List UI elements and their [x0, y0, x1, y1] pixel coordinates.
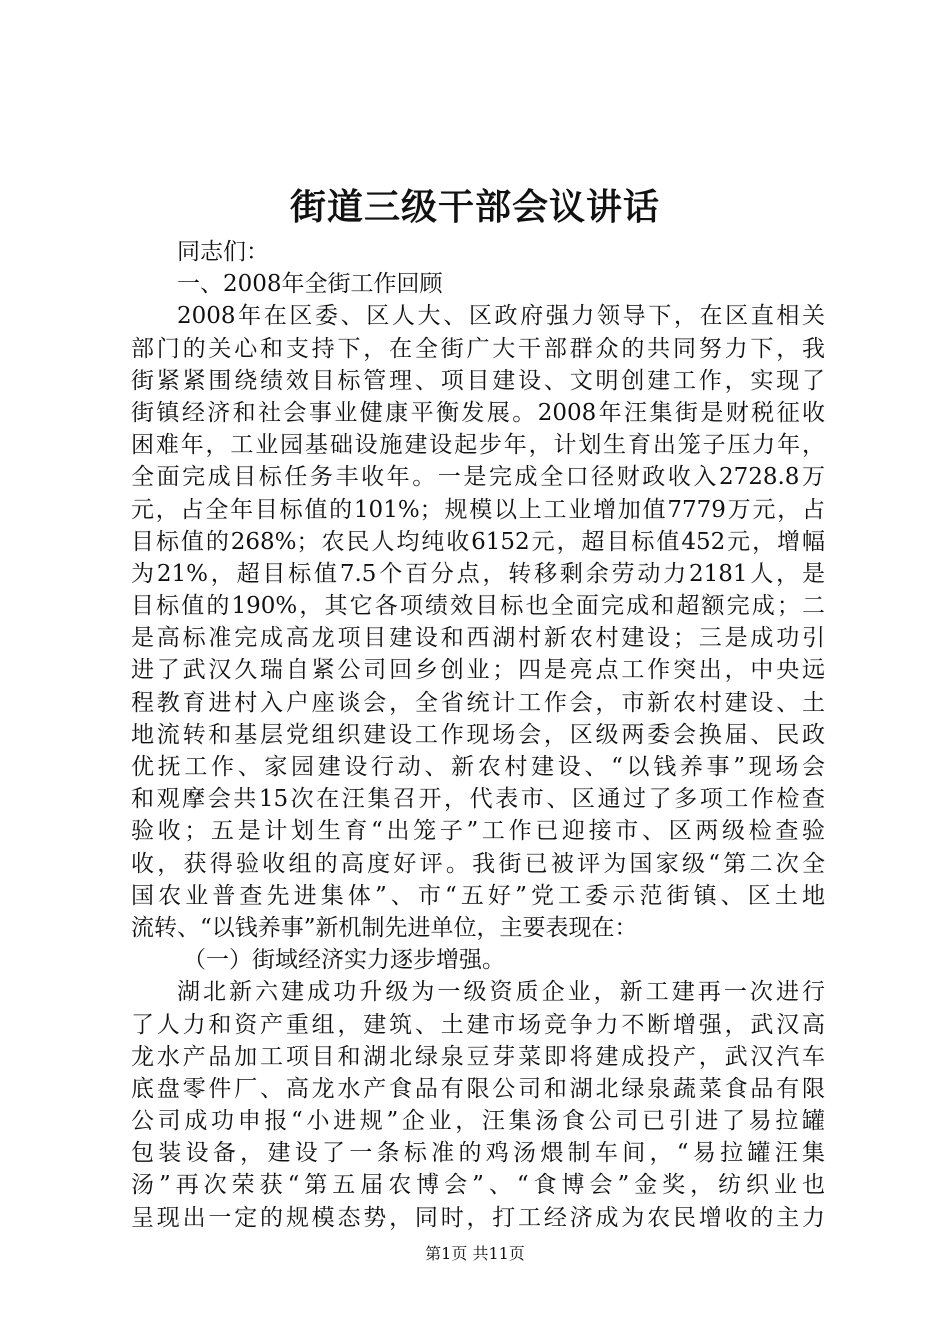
text-line: 是高标准完成高龙项目建设和西湖村新农村建设；三是成功引 — [131, 625, 825, 652]
text-line: 进了武汉久瑞自紧公司回乡创业；四是亮点工作突出，中央远 — [131, 657, 825, 684]
text-line: 包装设备，建设了一条标准的鸡汤煨制车间，“易拉罐汪集 — [131, 1140, 825, 1167]
text-line: 底盘零件厂、高龙水产食品有限公司和湖北绿泉蔬菜食品有限 — [131, 1075, 825, 1102]
text-line: 目标值的268%；农民人均纯收6152元，超目标值452元，增幅 — [131, 528, 825, 555]
text-line: 公司成功申报“小进规”企业，汪集汤食公司已引进了易拉罐 — [131, 1108, 825, 1135]
text-line: 湖北新六建成功升级为一级资质企业，新工建再一次进行 — [177, 979, 825, 1006]
text-line: 程教育进村入户座谈会，全省统计工作会，市新农村建设、土 — [131, 689, 825, 716]
text-line: 地流转和基层党组织建设工作现场会，区级两委会换届、民政 — [131, 721, 825, 748]
text-line: 龙水产品加工项目和湖北绿泉豆芽菜即将建成投产，武汉汽车 — [131, 1043, 825, 1070]
text-line: 全面完成目标任务丰收年。一是完成全口径财政收入2728.8万 — [131, 464, 825, 491]
text-line: 流转、“以钱养事”新机制先进单位，主要表现在： — [131, 914, 638, 941]
text-line: 国农业普查先进集体”、市“五好”党工委示范街镇、区土地 — [131, 882, 825, 909]
text-line: 为21%，超目标值7.5个百分点，转移剩余劳动力2181人，是 — [131, 560, 825, 587]
page-footer: 第1页 共11页 — [425, 1244, 525, 1263]
text-line: 收，获得验收组的高度好评。我街已被评为国家级“第二次全 — [131, 850, 825, 877]
text-line: 呈现出一定的规模态势，同时，打工经济成为农民增收的主力 — [131, 1204, 825, 1231]
text-line: （一）街域经济实力逐步增强。 — [183, 947, 505, 974]
text-line: 汤”再次荣获“第五届农博会”、“食博会”金奖，纺织业也 — [131, 1172, 825, 1199]
text-line: 一、2008年全街工作回顾 — [177, 271, 443, 298]
document-title: 街道三级干部会议讲话 — [289, 186, 660, 228]
document-body — [131, 236, 825, 1234]
text-line: 街镇经济和社会事业健康平衡发展。2008年汪集街是财税征收 — [131, 399, 825, 426]
text-line: 目标值的190%，其它各项绩效目标也全面完成和超额完成；二 — [131, 593, 825, 620]
text-line: 困难年，工业园基础设施建设起步年，计划生育出笼子压力年， — [131, 432, 825, 459]
text-line: 和观摩会共15次在汪集召开，代表市、区通过了多项工作检查 — [131, 786, 825, 813]
text-line: 2008年在区委、区人大、区政府强力领导下，在区直相关 — [177, 303, 825, 330]
text-line: 同志们： — [177, 239, 269, 265]
text-line: 了人力和资产重组，建筑、土建市场竞争力不断增强，武汉高 — [131, 1011, 825, 1038]
text-line: 元，占全年目标值的101%；规模以上工业增加值7779万元，占 — [131, 496, 825, 523]
text-line: 验收；五是计划生育“出笼子”工作已迎接市、区两级检查验 — [131, 818, 825, 845]
text-line: 优抚工作、家园建设行动、新农村建设、“以钱养事”现场会 — [131, 754, 825, 780]
text-line: 部门的关心和支持下，在全街广大干部群众的共同努力下，我 — [131, 335, 825, 362]
text-line: 街紧紧围绕绩效目标管理、项目建设、文明创建工作，实现了 — [131, 367, 825, 394]
